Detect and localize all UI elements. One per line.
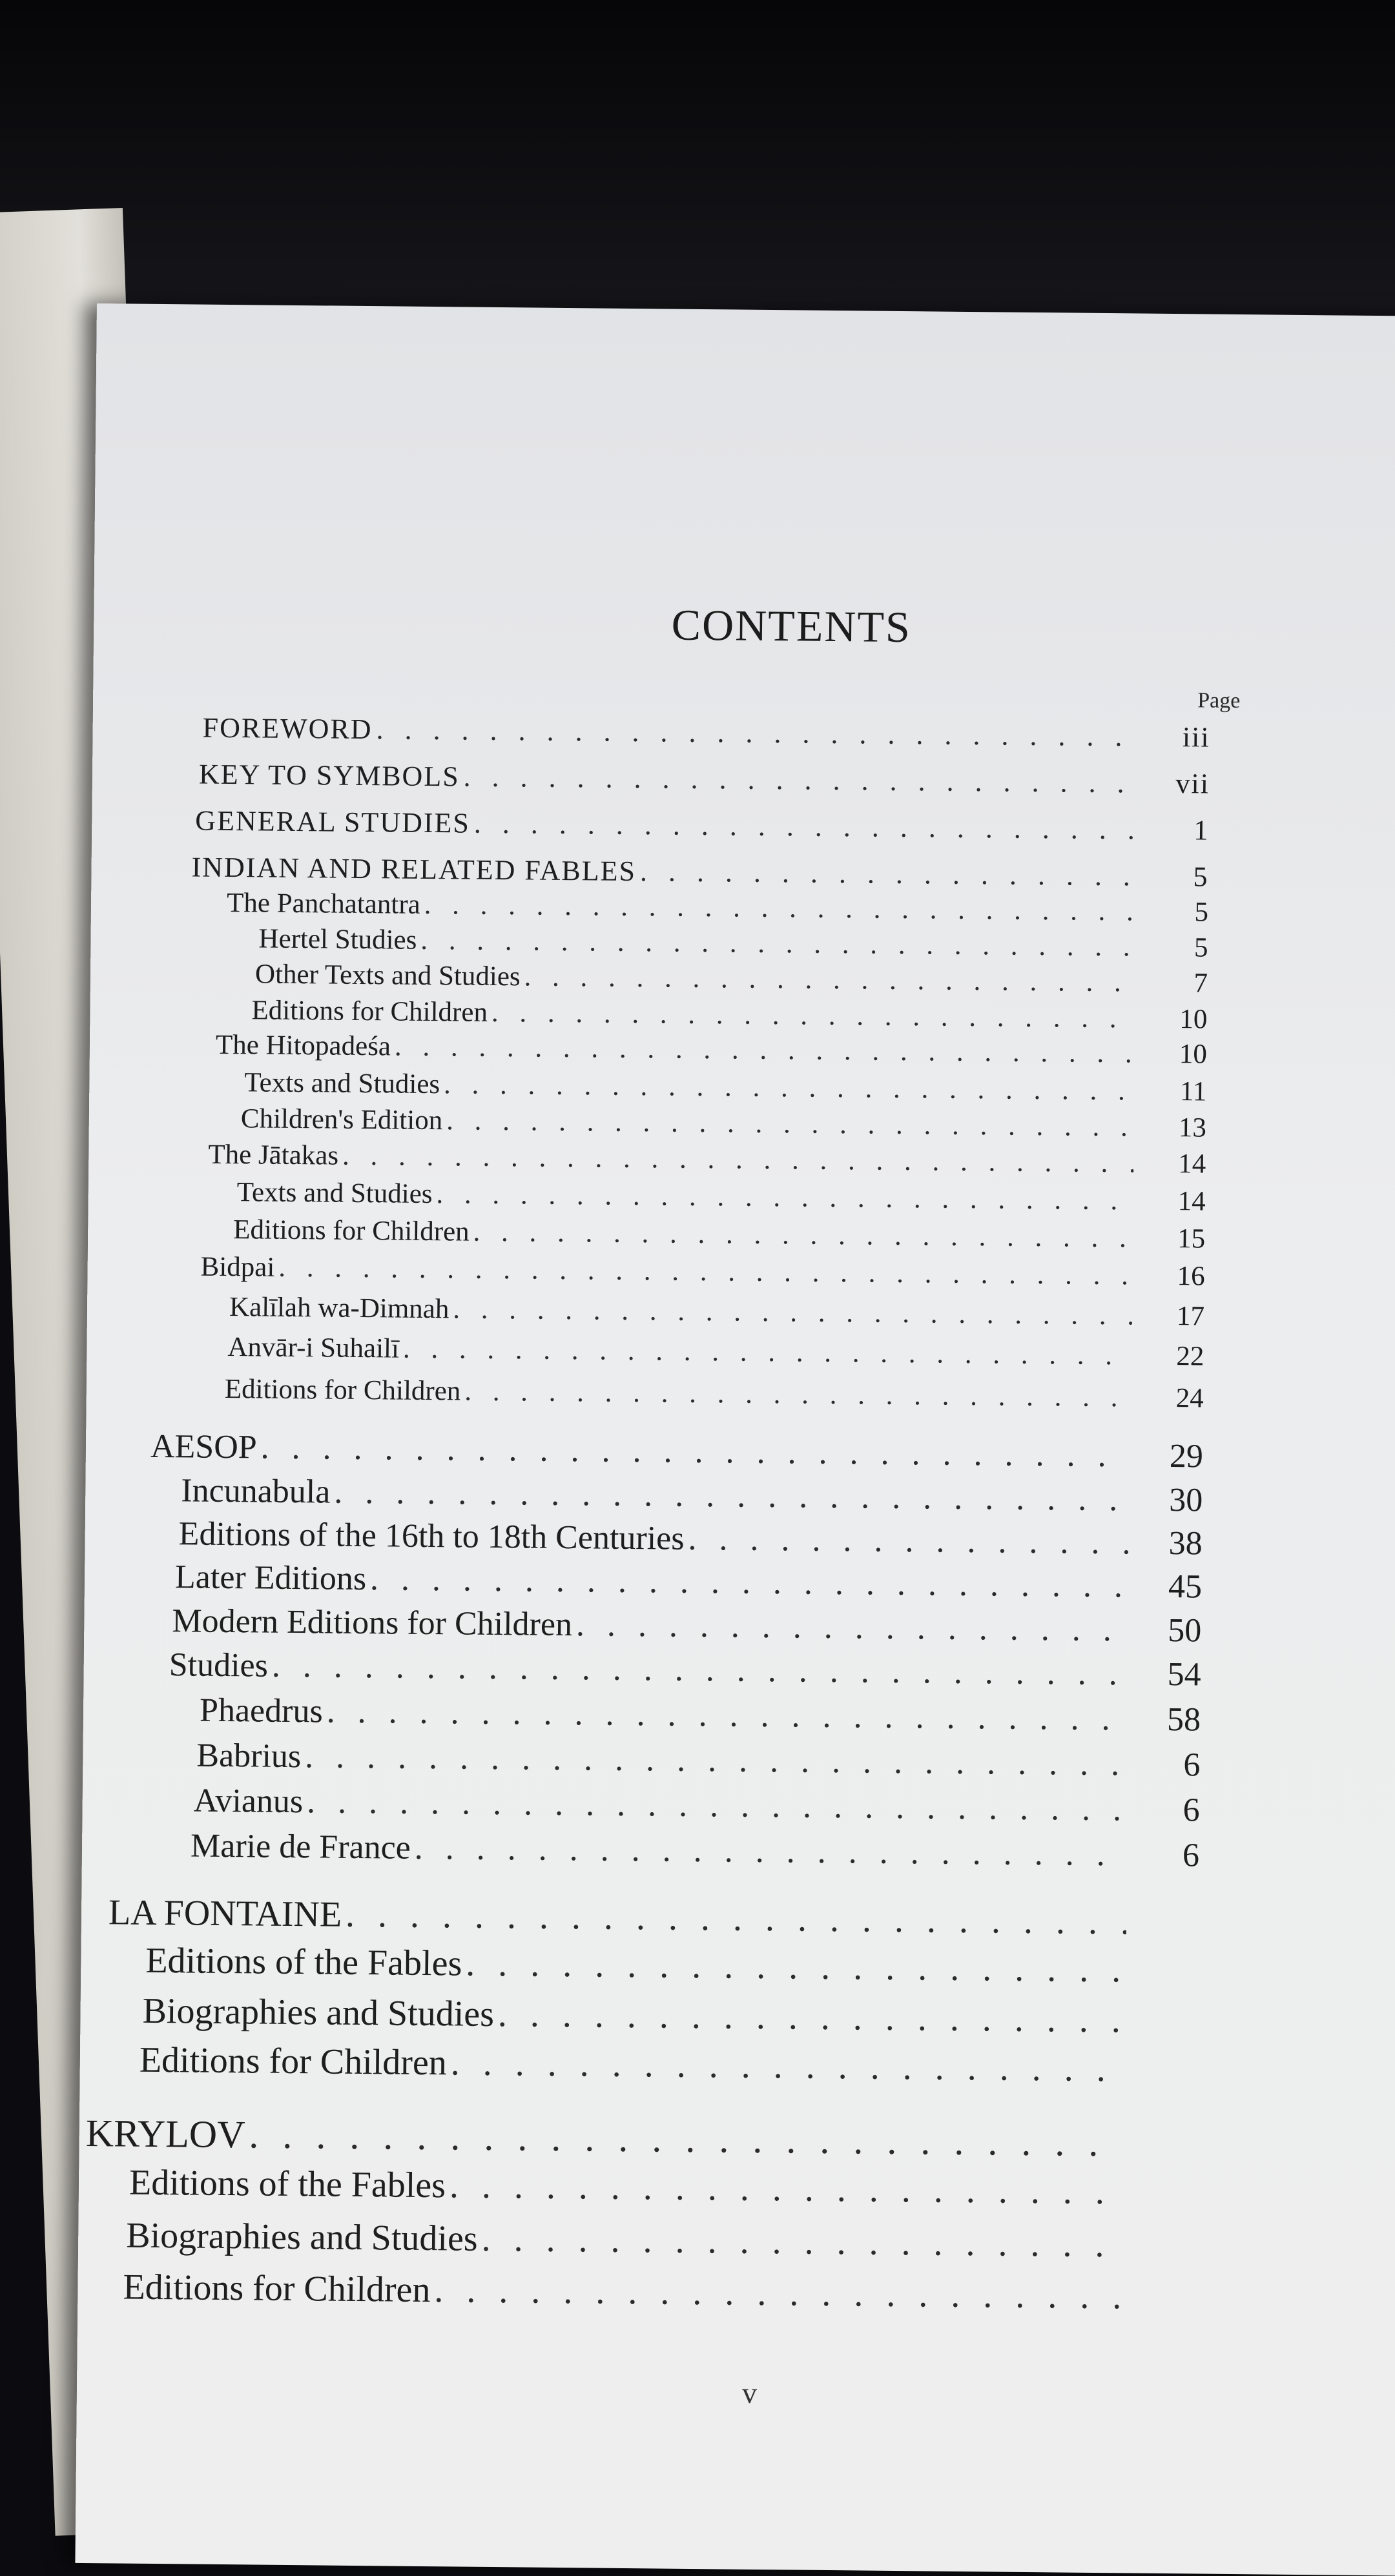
toc-entry-label: FOREWORD: [202, 711, 373, 746]
toc-entry-label: Editions for Children: [251, 995, 488, 1028]
toc-entry-label: Avianus: [193, 1782, 304, 1821]
dot-leader: [420, 925, 1136, 963]
toc-entry-page: 54: [1167, 1656, 1201, 1693]
toc-entry: [150, 1427, 1203, 1476]
toc-entry-label: Children's Edition: [240, 1103, 443, 1136]
toc-entry: [208, 1139, 1206, 1180]
dot-leader: [376, 713, 1138, 753]
toc-entry-page: 6: [1183, 1746, 1201, 1784]
dot-leader: [249, 2112, 1124, 2165]
toc-entry-page: 5: [1194, 897, 1209, 928]
dot-leader: [464, 1376, 1132, 1414]
dot-leader: [307, 1783, 1128, 1828]
toc-entry-label: Editions for Children: [123, 2267, 431, 2311]
dot-leader: [463, 760, 1137, 799]
toc-entry-label: Bidpai: [200, 1251, 275, 1283]
toc-entry-page: 58: [1166, 1701, 1201, 1739]
toc-entry-page: [1137, 1934, 1199, 1935]
toc-entry-label: Kalīlah wa-Dimnah: [229, 1292, 450, 1325]
toc-entry: [227, 1331, 1204, 1373]
toc-entry: [195, 804, 1209, 847]
dot-leader: [453, 1293, 1132, 1331]
dot-leader: [498, 1994, 1126, 2041]
toc-entry-page: 7: [1194, 968, 1208, 999]
toc-entry: [229, 1291, 1204, 1332]
toc-entry-label: Modern Editions for Children: [172, 1602, 573, 1644]
toc-entry-label: Marie de France: [190, 1827, 411, 1866]
toc-entry-label: AESOP: [150, 1427, 257, 1466]
dot-leader: [326, 1693, 1128, 1739]
toc-entry-page: 10: [1179, 1039, 1208, 1070]
toc-entry-page: 38: [1168, 1525, 1203, 1562]
dot-leader: [414, 1829, 1127, 1874]
toc-entry: [193, 1782, 1199, 1830]
toc-entry: [200, 1251, 1204, 1293]
toc-entry: [225, 1373, 1204, 1415]
toc-entry: [126, 2215, 1196, 2267]
toc-entry-page: 22: [1176, 1341, 1204, 1372]
toc-entry-page: 50: [1168, 1612, 1202, 1650]
toc-entry: [233, 1214, 1205, 1254]
toc-entry-page: [1134, 2204, 1196, 2205]
toc-entry: [216, 1029, 1207, 1070]
toc-entry-page: [1135, 2156, 1197, 2157]
book-page: [75, 303, 1395, 2576]
dot-leader: [446, 1105, 1134, 1143]
toc-entry-label: Texts and Studies: [236, 1177, 433, 1210]
dot-leader: [524, 961, 1135, 998]
dot-leader: [444, 1068, 1135, 1107]
toc-entry-label: Later Editions: [174, 1559, 367, 1598]
toc-entry-label: Editions for Children: [139, 2039, 448, 2083]
toc-entry-label: Babrius: [196, 1737, 302, 1775]
toc-entry-page: 14: [1177, 1186, 1206, 1217]
toc-entry-label: Texts and Studies: [244, 1067, 440, 1100]
toc-entry-page: 5: [1194, 932, 1208, 963]
dot-leader: [403, 1333, 1132, 1372]
toc-entry-label: LA FONTAINE: [108, 1892, 342, 1935]
toc-entry-page: 11: [1179, 1076, 1207, 1107]
page-title: CONTENTS: [671, 600, 912, 652]
toc-entry-page: 17: [1176, 1301, 1205, 1332]
toc-entry-label: The Panchatantra: [226, 887, 420, 920]
toc-entry-page: iii: [1182, 721, 1210, 753]
toc-entry: [244, 1067, 1206, 1107]
dot-leader: [395, 1030, 1135, 1069]
dot-leader: [466, 1943, 1126, 1991]
toc-entry-label: INDIAN AND RELATED FABLES: [191, 851, 637, 888]
toc-entry: [129, 2162, 1197, 2214]
toc-entry-page: [1135, 2081, 1197, 2082]
toc-entry-page: 6: [1182, 1837, 1200, 1874]
dot-leader: [278, 1252, 1133, 1292]
toc-entry-label: Editions for Children: [233, 1214, 470, 1247]
toc-entry: [169, 1646, 1201, 1693]
toc-entry-page: 45: [1168, 1568, 1203, 1606]
toc-entry-label: Anvār-i Suhailī: [227, 1332, 400, 1364]
dot-leader: [436, 1178, 1133, 1216]
toc-entry: [140, 2039, 1198, 2091]
toc-entry: [175, 1558, 1202, 1606]
toc-entry-label: Studies: [169, 1646, 269, 1684]
toc-entry-page: 24: [1175, 1383, 1204, 1414]
toc-entry-label: Editions of the Fables: [129, 2162, 446, 2206]
toc-entry-page: 30: [1169, 1482, 1203, 1519]
dot-leader: [576, 1606, 1130, 1649]
toc-entry-label: KRYLOV: [85, 2111, 245, 2156]
toc-entry: [237, 1176, 1206, 1217]
toc-entry: [178, 1515, 1202, 1562]
toc-entry: [181, 1471, 1203, 1519]
toc-entry-label: Editions of the 16th to 18th Centuries: [178, 1515, 685, 1557]
toc-entry: [258, 923, 1208, 963]
toc-entry: [199, 758, 1210, 801]
toc-entry-label: Editions of the Fables: [145, 1940, 462, 1984]
page-folio: v: [741, 2376, 758, 2409]
toc-entry-page: 10: [1179, 1004, 1208, 1035]
dot-leader: [334, 1473, 1130, 1519]
dot-leader: [474, 807, 1137, 846]
toc-entry-page: 5: [1193, 861, 1209, 893]
toc-entry: [108, 1892, 1199, 1943]
toc-entry-page: 1: [1194, 814, 1210, 846]
dot-leader: [640, 855, 1137, 892]
toc-entry-page: 16: [1177, 1261, 1205, 1292]
dot-leader: [424, 889, 1137, 928]
toc-entry-label: Biographies and Studies: [125, 2215, 478, 2259]
toc-entry-page: 14: [1178, 1149, 1206, 1180]
toc-entry-page: vii: [1175, 768, 1210, 800]
toc-entry-label: GENERAL STUDIES: [195, 804, 471, 839]
toc-entry-page: 6: [1183, 1792, 1200, 1829]
toc-entry: [251, 994, 1207, 1035]
toc-entry-label: Hertel Studies: [258, 923, 417, 956]
toc-entry-label: Phaedrus: [199, 1692, 323, 1730]
page-column-label: Page: [1197, 688, 1241, 713]
toc-entry: [196, 1737, 1200, 1784]
dot-leader: [342, 1140, 1134, 1180]
toc-entry-page: 13: [1178, 1112, 1207, 1143]
toc-entry: [241, 1103, 1206, 1143]
toc-entry-page: 15: [1177, 1223, 1206, 1254]
toc-entry: [202, 711, 1210, 754]
dot-leader: [260, 1429, 1131, 1475]
toc-entry: [227, 887, 1208, 928]
toc-entry-page: [1136, 1982, 1198, 1983]
toc-entry: [85, 2111, 1197, 2167]
dot-leader: [272, 1647, 1129, 1693]
toc-entry-label: The Hitopadeśa: [215, 1029, 391, 1062]
dot-leader: [370, 1560, 1130, 1605]
toc-entry-page: [1133, 2257, 1195, 2258]
toc-entry-label: Editions for Children: [224, 1373, 461, 1407]
toc-entry: [123, 2267, 1195, 2318]
toc-entry-label: Biographies and Studies: [142, 1990, 495, 2035]
toc-entry: [145, 1940, 1199, 1992]
dot-leader: [473, 1216, 1133, 1254]
dot-leader: [346, 1894, 1127, 1943]
dot-leader: [491, 997, 1135, 1035]
dot-leader: [305, 1737, 1128, 1783]
toc-entry-label: Other Texts and Studies: [254, 959, 521, 992]
toc-entry: [191, 1827, 1199, 1875]
toc-entry-page: 29: [1169, 1438, 1204, 1475]
toc-entry: [255, 958, 1208, 999]
dot-leader: [434, 2269, 1123, 2317]
toc-entry: [191, 850, 1208, 893]
toc-entry-label: Incunabula: [181, 1472, 331, 1511]
toc-entry-label: The Jātakas: [208, 1139, 339, 1171]
dot-leader: [481, 2218, 1123, 2266]
toc-entry: [142, 1990, 1198, 2042]
toc-entry: [200, 1692, 1201, 1739]
toc-entry-label: KEY TO SYMBOLS: [198, 758, 460, 793]
dot-leader: [450, 2165, 1124, 2213]
toc-entry-page: [1135, 2032, 1197, 2033]
dot-leader: [451, 2042, 1126, 2090]
toc-entry: [172, 1602, 1201, 1650]
dot-leader: [688, 1520, 1130, 1562]
